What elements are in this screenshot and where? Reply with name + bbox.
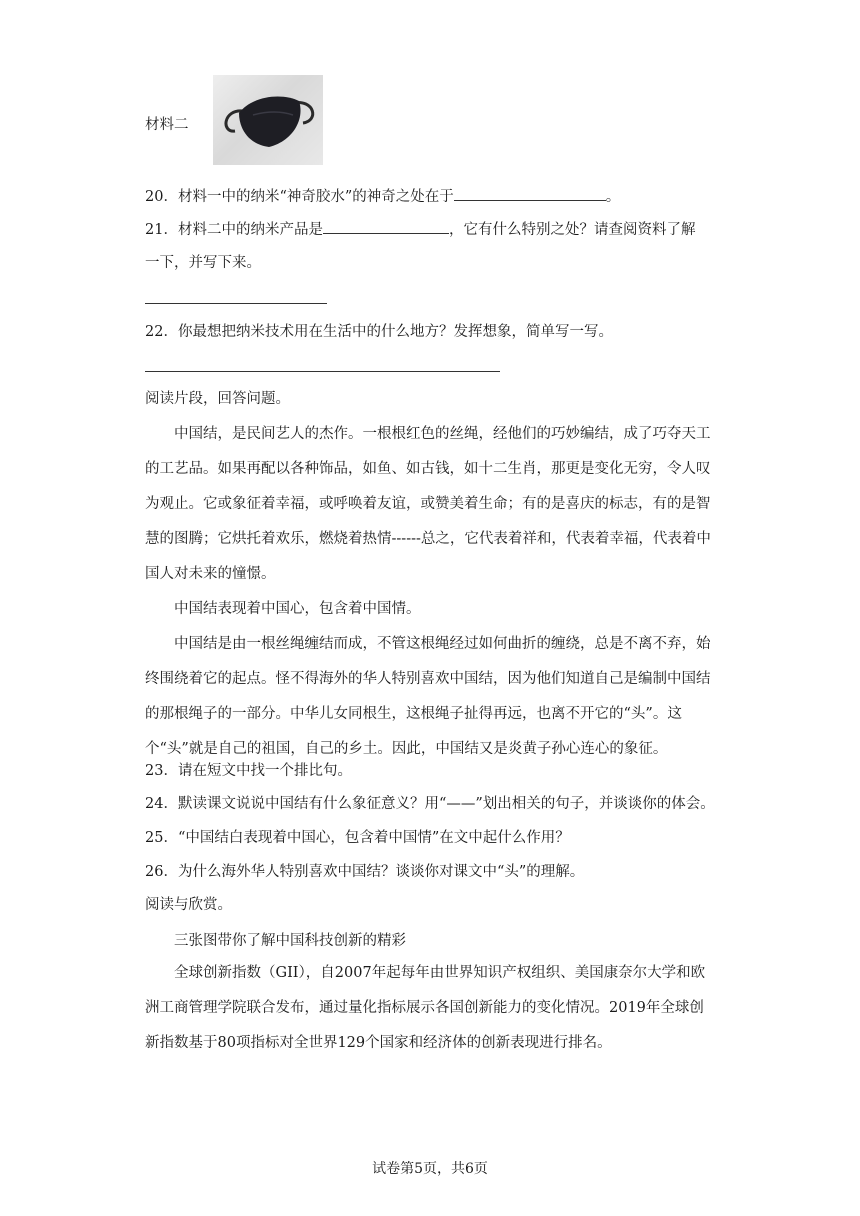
question-21-answer-line[interactable] bbox=[145, 303, 327, 304]
material2-label: 材料二 bbox=[145, 117, 189, 133]
question-26: 26．为什么海外华人特别喜欢中国结？谈谈你对课文中“头”的理解。 bbox=[145, 864, 585, 880]
page-footer: 试卷第5页，共6页 bbox=[372, 1161, 488, 1177]
section2-instruction: 阅读与欣赏。 bbox=[145, 897, 232, 913]
face-mask-photo bbox=[213, 75, 323, 165]
question-25: 25．“中国结白表现着中国心，包含着中国情”在文中起什么作用？ bbox=[145, 830, 570, 846]
question-22-answer-line[interactable] bbox=[145, 371, 500, 372]
question-20-text: 20．材料一中的纳米“神奇胶水”的神奇之处在于 bbox=[145, 189, 454, 205]
question-21-answer-blank[interactable] bbox=[323, 219, 449, 234]
question-21-text: 21．材料二中的纳米产品是 bbox=[145, 222, 323, 238]
question-20-end: 。 bbox=[605, 189, 621, 205]
question-21 bbox=[145, 219, 695, 240]
question-22: 22．你最想把纳米技术用在生活中的什么地方？发挥想象，简单写一写。 bbox=[145, 324, 613, 340]
passage-paragraph-2: 中国结表现着中国心，包含着中国情。 bbox=[174, 601, 421, 617]
passage-paragraph-1: 中国结，是民间艺人的杰作。一根根红色的丝绳，经他们的巧妙编结，成了巧夺天工的工艺品。如果再配以各种饰品，如鱼、如古钱，如十二生肖，那更是变化无穷，令人叹为观止。它或象征着幸福，或呼唤着友谊，或赞美着生命；有的是喜庆的标志，有的是智慧的图腾；它烘托着欢乐，燃烧着热情------总之，它代表着祥和，代表着幸福，代表着中国人对未来的憧憬。 bbox=[145, 426, 711, 582]
question-20 bbox=[145, 186, 620, 207]
question-23: 23．请在短文中找一个排比句。 bbox=[145, 763, 352, 779]
section1-instruction: 阅读片段，回答问题。 bbox=[145, 391, 290, 407]
question-21-text-after: ，它有什么特别之处？请查阅资料了解 bbox=[448, 222, 696, 238]
question-21-continuation: 一下，并写下来。 bbox=[145, 255, 261, 271]
passage-paragraph-3: 中国结是由一根丝绳缠结而成，不管这根绳经过如何曲折的缠绕，总是不离不弃，始终围绕着它的起点。怪不得海外的华人特别喜欢中国结，因为他们知道自己是编制中国结的那根绳子的一部分。中华儿女同根生，这根绳子扯得再远，也离不开它的“头”。这个“头”就是自己的祖国，自己的乡土。因此，中国结又是炎黄子孙心连心的象征。 bbox=[145, 636, 711, 757]
question-24: 24．默读课文说说中国结有什么象征意义？用“——”划出相关的句子，并谈谈你的体会。 bbox=[145, 796, 715, 812]
question-20-answer-blank[interactable] bbox=[454, 186, 606, 201]
section2-title: 三张图带你了解中国科技创新的精彩 bbox=[174, 933, 406, 949]
section2-paragraph: 全球创新指数（GII），自2007年起每年由世界知识产权组织、美国康奈尔大学和欧洲工商管理学院联合发布，通过量化指标展示各国创新能力的变化情况。2019年全球创新指数基于80项指标对全世界129个国家和经济体的创新表现进行排名。 bbox=[145, 965, 706, 1051]
face-mask-icon bbox=[213, 75, 323, 165]
